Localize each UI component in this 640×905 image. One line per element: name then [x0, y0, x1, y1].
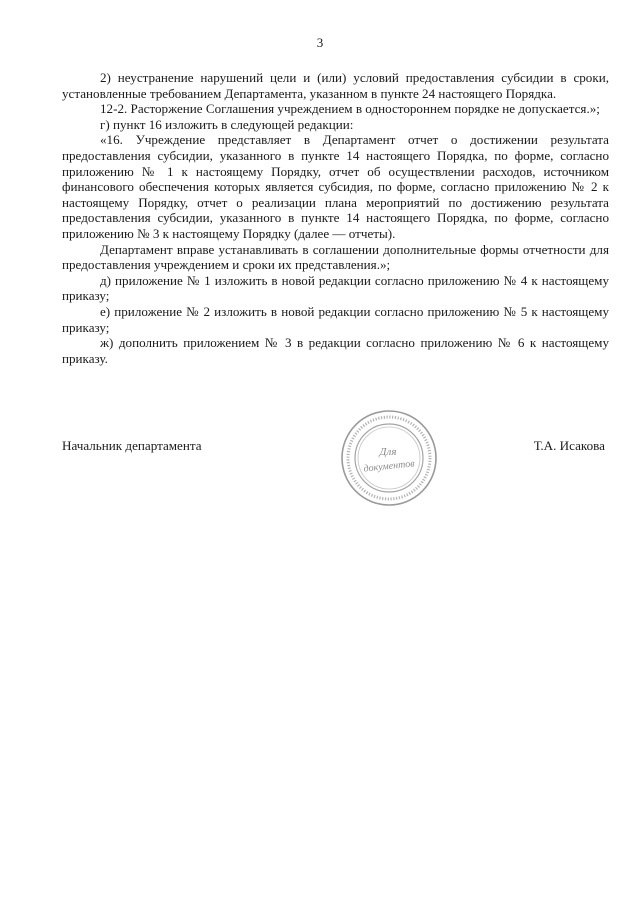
- stamp-outer-ring: [342, 411, 436, 505]
- signer-name: Т.А. Исакова: [533, 438, 605, 453]
- stamp-text-line1: Для: [379, 446, 397, 458]
- page-number: 3: [316, 35, 324, 50]
- paragraph: ж) дополнить приложением № 3 в редакции согласно приложению № 6 к настоящему приказу.: [62, 335, 609, 366]
- paragraph: 2) неустранение нарушений цели и (или) условий предоставления субсидии в сроки, установленные требованием Департамента, указанном в пункте 24 настоящего Порядка.: [62, 70, 609, 101]
- signer-title: Начальник департамента: [62, 438, 202, 453]
- paragraph: д) приложение № 1 изложить в новой редакции согласно приложению № 4 к настоящему приказу;: [62, 272, 609, 304]
- stamp-text-line2: документов: [362, 458, 416, 475]
- paragraph: 12-2. Расторжение Соглашения учреждением в одностороннем порядке не допускается.»;: [100, 101, 600, 117]
- paragraph: е) приложение № 2 изложить в новой редакции согласно приложению № 5 к настоящему приказу;: [62, 303, 609, 335]
- signature-block: [62, 438, 609, 458]
- paragraph: «16. Учреждение представляет в Департамент отчет о достижении результата предоставления субсидии, указанного в пункте 14 настоящего Порядка, по форме, согласно приложению № 1 к настоящему Порядку, отчет об осуществлении расходов, источником финансового обеспечения которых является субсидия, по форме, согласно приложению № 2 к настоящему Порядку, отчет о реализации плана мероприятий по достижению результата предоставления субсидии, указанного в пункте 14 настоящего Порядка, по форме, согласно приложению № 3 к настоящему Порядку (далее — отчеты).: [62, 132, 609, 241]
- stamp-ring-dashed: [348, 417, 430, 499]
- document-body: [62, 70, 609, 366]
- paragraph: г) пункт 16 изложить в следующей редакции:: [100, 116, 354, 132]
- paragraph: Департамент вправе устанавливать в соглашении дополнительные формы отчетности для предоставления учреждением и сроки их представления.»;: [62, 241, 609, 273]
- stamp-seal: [339, 408, 439, 508]
